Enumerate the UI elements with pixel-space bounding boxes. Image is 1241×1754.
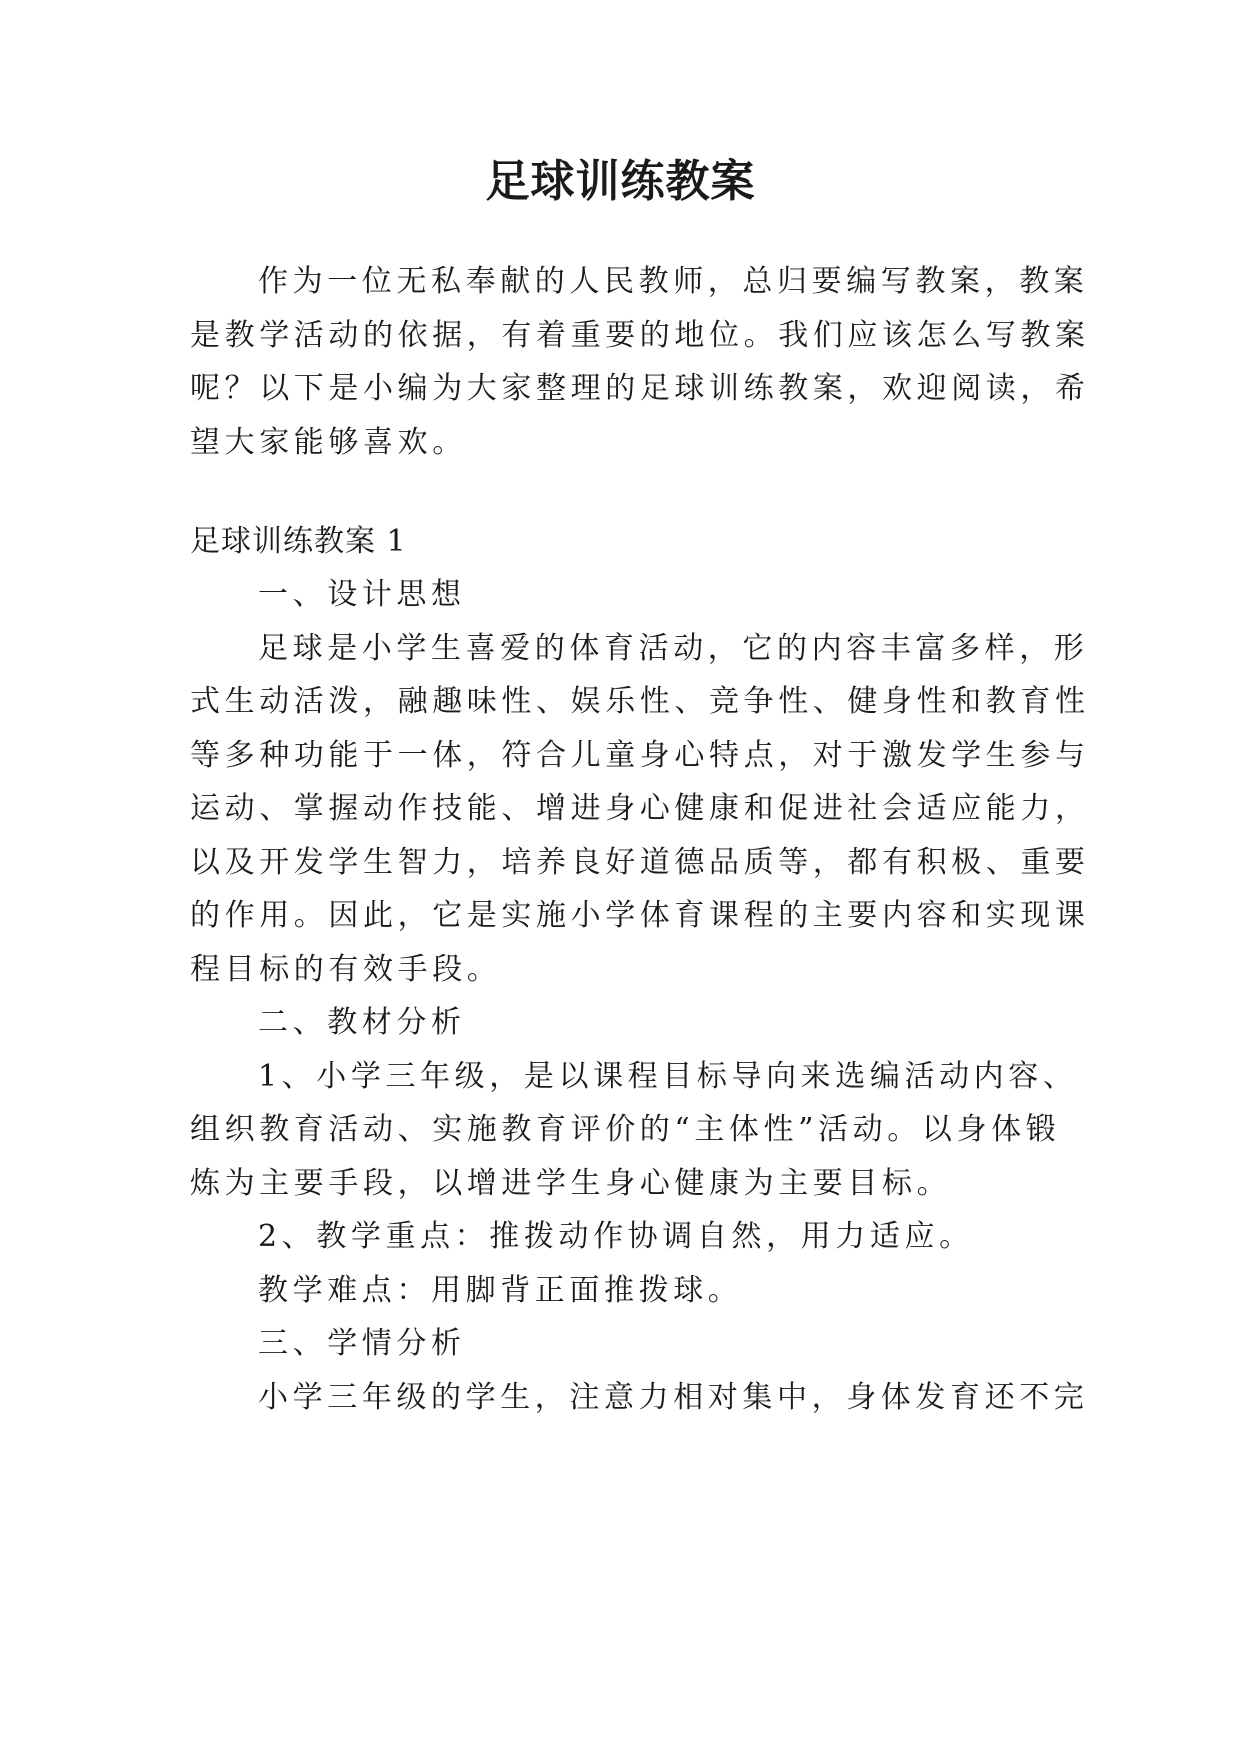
intro-line-1: 作为一位无私奉献的人民教师，总归要编写教案，教案 bbox=[258, 264, 1089, 299]
key-point: 2、教学重点：推拨动作协调自然，用力适应。 bbox=[258, 1219, 974, 1254]
design-line-5: 以及开发学生智力，培养良好道德品质等，都有积极、重要 bbox=[190, 845, 1090, 880]
design-line-7: 程目标的有效手段。 bbox=[190, 952, 502, 987]
design-line-1: 足球是小学生喜爱的体育活动，它的内容丰富多样，形 bbox=[258, 631, 1089, 666]
intro-line-3: 呢？以下是小编为大家整理的足球训练教案，欢迎阅读，希 bbox=[190, 371, 1090, 406]
design-line-2: 式生动活泼，融趣味性、娱乐性、竞争性、健身性和教育性 bbox=[190, 684, 1090, 719]
design-line-3: 等多种功能于一体，符合儿童身心特点，对于激发学生参与 bbox=[190, 738, 1090, 773]
section-heading: 足球训练教案 1 bbox=[190, 524, 407, 559]
document-title: 足球训练教案 bbox=[485, 156, 756, 207]
design-line-6: 的作用。因此，它是实施小学体育课程的主要内容和实现课 bbox=[190, 898, 1090, 933]
intro-line-2: 是教学活动的依据，有着重要的地位。我们应该怎么写教案 bbox=[190, 318, 1090, 353]
material-heading: 二、教材分析 bbox=[258, 1005, 466, 1040]
design-heading: 一、设计思想 bbox=[258, 577, 466, 612]
student-heading: 三、学情分析 bbox=[258, 1326, 466, 1361]
material-line-3: 炼为主要手段，以增进学生身心健康为主要目标。 bbox=[190, 1166, 952, 1201]
student-line-1: 小学三年级的学生，注意力相对集中，身体发育还不完 bbox=[258, 1380, 1089, 1415]
intro-line-4: 望大家能够喜欢。 bbox=[190, 425, 467, 460]
material-line-2: 组织教育活动、实施教育评价的“主体性”活动。以身体锻 bbox=[190, 1112, 1061, 1147]
material-line-1: 1、小学三年级，是以课程目标导向来选编活动内容、 bbox=[258, 1059, 1078, 1094]
difficult-point: 教学难点：用脚背正面推拨球。 bbox=[258, 1273, 743, 1308]
design-line-4: 运动、掌握动作技能、增进身心健康和促进社会适应能力， bbox=[190, 791, 1090, 826]
